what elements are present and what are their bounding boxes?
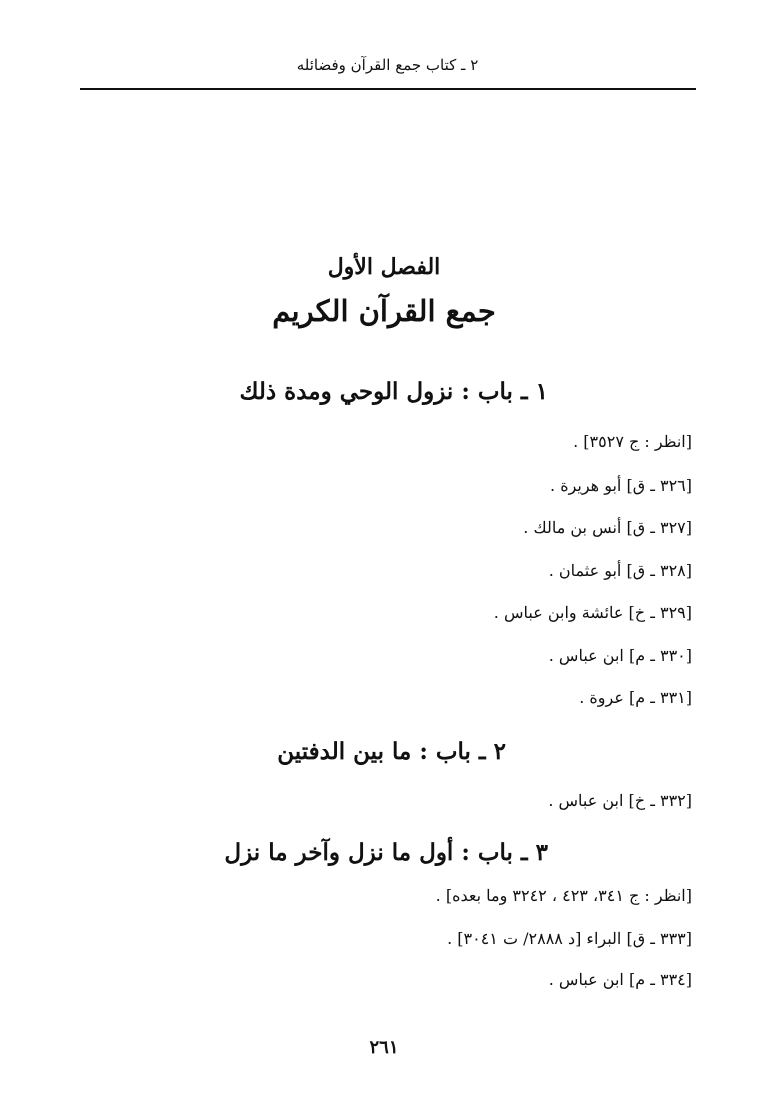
list-item: [انظر : ج ٣٤١، ٤٢٣ ، ٣٢٤٢ وما بعده] . (435, 886, 692, 905)
list-item: [٣٢٧ ـ ق] أنس بن مالك . (523, 518, 692, 537)
list-item: [٣٣٠ ـ م] ابن عباس . (548, 646, 692, 665)
list-item: [٣٣١ ـ م] عروة . (579, 688, 692, 707)
chapter-title: جمع القرآن الكريم (272, 294, 496, 328)
list-item: [٣٣٣ ـ ق] البراء [د ٢٨٨٨/ ت ٣٠٤١] . (447, 929, 692, 948)
chapter-label: الفصل الأول (327, 254, 441, 280)
section-heading-1: ١ ـ باب : نزول الوحي ومدة ذلك (239, 378, 548, 405)
running-header: ٢ ـ كتاب جمع القرآن وفضائله (296, 56, 479, 74)
section-heading-2: ٢ ـ باب : ما بين الدفتين (277, 738, 506, 765)
list-item: [٣٢٨ ـ ق] أبو عثمان . (548, 561, 692, 580)
list-item: [٣٢٩ ـ خ] عائشة وابن عباس . (493, 603, 692, 622)
page-number: ٢٦١ (369, 1037, 399, 1058)
list-item: [انظر : ج ٣٥٢٧] . (573, 432, 692, 451)
list-item: [٣٣٢ ـ خ] ابن عباس . (548, 791, 692, 810)
list-item: [٣٣٤ ـ م] ابن عباس . (548, 970, 692, 989)
section-heading-3: ٣ ـ باب : أول ما نزل وآخر ما نزل (224, 839, 548, 866)
header-divider (80, 88, 696, 90)
list-item: [٣٢٦ ـ ق] أبو هريرة . (550, 476, 692, 495)
